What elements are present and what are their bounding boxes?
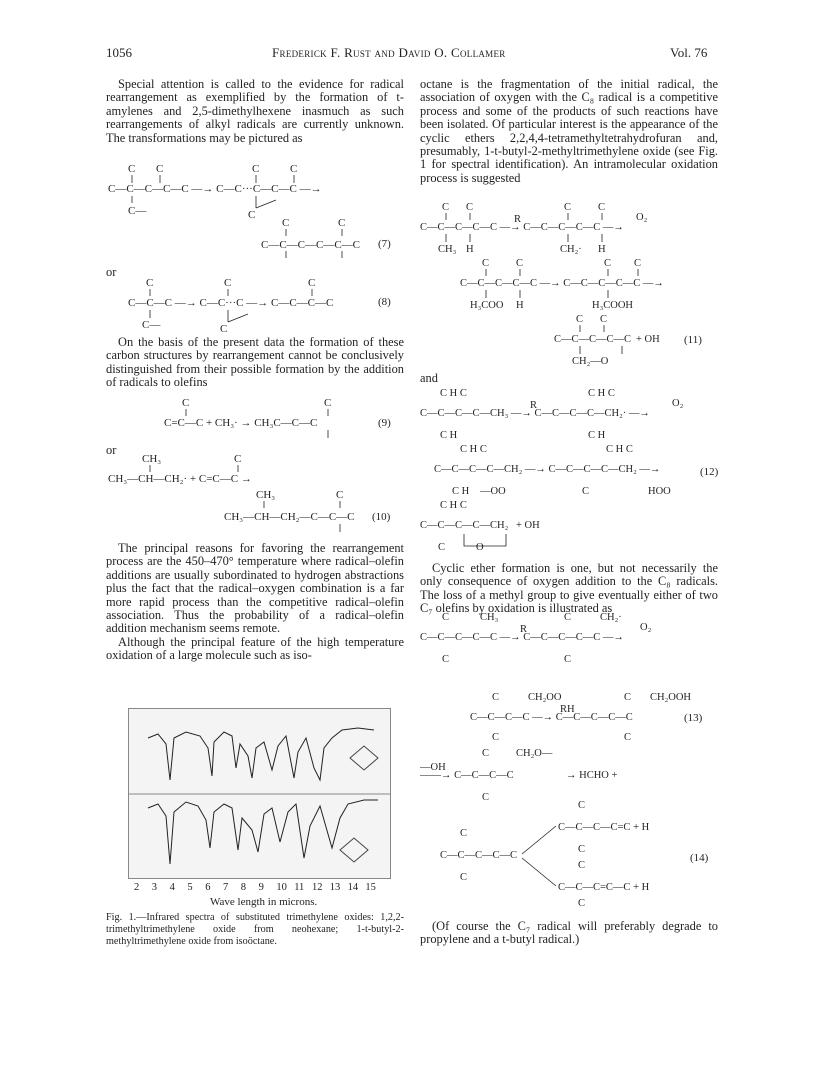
x-tick-label: 3 (151, 882, 158, 893)
svg-text:R: R (514, 214, 522, 225)
x-tick-label: 10 (276, 882, 287, 893)
svg-text:C—C—C—C—C: C—C—C—C—C (554, 334, 632, 345)
svg-text:C: C (564, 654, 572, 665)
svg-text:CH₃: CH₃ (256, 489, 276, 501)
svg-text:C: C (146, 277, 154, 289)
svg-text:C—C—C—C—CH₃ —→ C—C—C—C—CH₂· —→: C—C—C—C—CH₃ —→ C—C—C—C—CH₂· —→ (420, 408, 650, 419)
svg-text:C—C—C—C—CH₂: C—C—C—C—CH₂ (420, 520, 509, 531)
reaction-scheme-13 (420, 610, 720, 810)
right-paragraph-3: (Of course the C₇ radical will preferably degrade to propylene and a t-butyl radical.) (420, 919, 718, 947)
svg-text:O₂: O₂ (640, 622, 652, 633)
or-label-2: or (106, 443, 117, 457)
svg-text:C—C—C—C—C—C: C—C—C—C—C—C (261, 239, 361, 251)
x-tick-label: 9 (258, 882, 264, 893)
x-axis-ticks (128, 882, 392, 896)
svg-text:C: C (460, 828, 468, 839)
svg-text:C: C (156, 163, 164, 175)
svg-text:C: C (482, 258, 490, 269)
svg-text:C: C (624, 732, 632, 743)
svg-text:C: C (624, 692, 632, 703)
svg-text:C: C (252, 163, 260, 175)
svg-text:CH₂·: CH₂· (600, 612, 622, 623)
svg-text:C—C—C—C—C: C—C—C—C—C (440, 850, 518, 861)
svg-text:C—C—C—C=C + H: C—C—C—C=C + H (558, 822, 650, 833)
svg-text:C: C (598, 202, 606, 213)
svg-text:C: C (634, 258, 642, 269)
x-tick-label: 5 (187, 882, 193, 893)
svg-text:C=C—C + CH₃· → CH₃C—C—C: C=C—C + CH₃· → CH₃C—C—C (164, 417, 318, 429)
svg-text:C: C (282, 217, 290, 229)
svg-text:C: C (578, 860, 586, 871)
svg-text:O: O (476, 542, 484, 553)
svg-text:R: R (520, 624, 528, 635)
eq-number-10: (10) (372, 511, 391, 523)
svg-text:O₂: O₂ (672, 398, 684, 409)
or-label-1: or (106, 265, 117, 279)
svg-text:→ HCHO +: → HCHO + (566, 770, 618, 781)
svg-text:CH₂O—: CH₂O— (516, 748, 553, 759)
svg-text:+ OH: + OH (516, 520, 540, 531)
and-label: and (420, 371, 438, 385)
svg-text:C—C—C—C—C —→ C—C···C—C—C —→: C—C—C—C—C —→ C—C···C—C—C —→ (108, 183, 322, 195)
x-tick-label: 14 (347, 882, 359, 893)
svg-text:H: H (466, 244, 474, 255)
svg-text:—OH: —OH (420, 762, 446, 773)
svg-text:CH₃—CH—CH₂· + C=C—C →: CH₃—CH—CH₂· + C=C—C → (108, 473, 252, 485)
svg-text:CH₃: CH₃ (142, 453, 162, 465)
svg-text:CH₃: CH₃ (480, 612, 499, 623)
left-paragraph-3: The principal reasons for favoring the rearrangement process are the 450–470° temperature where radical–olefin additions are usually subordinated to hydrogen abstractions plus the fact that the radical–oxygen combination is a far more rapid process than the competitive radical–olefin association. Thus the probability of a radical–olefin addition mechanism seems remote. Although the principal feature of the high temperature oxidation of a large molecule such as iso- (106, 541, 404, 663)
svg-text:RH: RH (560, 704, 575, 715)
svg-text:C H C: C H C (606, 444, 633, 455)
svg-text:C—C—C —→ C—C···C —→ C—C—C—C: C—C—C —→ C—C···C —→ C—C—C—C (128, 297, 334, 309)
x-tick-label: 4 (169, 882, 175, 893)
eq-number-11: (11) (684, 334, 702, 346)
x-tick-label: 2 (134, 882, 140, 893)
svg-text:C—: C— (128, 205, 147, 217)
reaction-scheme-11 (420, 200, 720, 370)
x-tick-label: 15 (365, 882, 376, 893)
svg-text:C: C (578, 800, 586, 811)
svg-text:C H: C H (452, 486, 470, 497)
x-tick-label: 11 (294, 882, 305, 893)
svg-text:C: C (220, 323, 228, 335)
svg-text:C: C (516, 258, 524, 269)
svg-text:C: C (482, 748, 490, 759)
eq-number-8: (8) (378, 296, 391, 308)
svg-text:C: C (324, 397, 332, 409)
svg-text:C: C (564, 612, 572, 623)
svg-text:C: C (492, 732, 500, 743)
svg-text:O₂: O₂ (636, 212, 648, 223)
svg-text:C: C (182, 397, 190, 409)
svg-text:CH₂OOH: CH₂OOH (650, 692, 691, 703)
svg-text:C: C (600, 314, 608, 325)
svg-text:C: C (290, 163, 298, 175)
right-paragraph-1: octane is the fragmentation of the initial radical, the association of oxygen with the C₈ radical is a competitive process and some of the products of such reactions have been isolated. Of particular interest is the appearance of the cyclic ethers 2,2,4,4-tetramethyltetrahydrofuran and, presumably, 1-t-butyl-2-methyltrimethylene oxide (see Fig. 1 for spectral identification). An intramolecular oxidation process is suggested (420, 77, 718, 185)
eq-number-7: (7) (378, 238, 391, 250)
reaction-scheme-7 (106, 160, 406, 260)
svg-text:C: C (442, 654, 450, 665)
svg-text:CH₂·: CH₂· (560, 244, 582, 255)
svg-text:+ OH: + OH (636, 334, 660, 345)
svg-text:C: C (308, 277, 316, 289)
reaction-scheme-14 (440, 798, 730, 910)
svg-text:C: C (466, 202, 474, 213)
svg-text:HOO: HOO (648, 486, 671, 497)
svg-text:C: C (128, 163, 136, 175)
volume-label: Vol. 76 (670, 45, 708, 60)
svg-text:—OO: —OO (480, 486, 506, 497)
eq-number-13: (13) (684, 712, 703, 724)
right-paragraph-2: Cyclic ether formation is one, but not necessarily the only consequence of oxygen addition to the C₈ radicals. The loss of a methyl group to give eventually either of two C₇ olefins by oxidation is illustrated as (420, 561, 718, 616)
svg-text:C: C (604, 258, 612, 269)
svg-text:C: C (442, 612, 450, 623)
svg-text:C: C (492, 692, 500, 703)
reaction-scheme-12 (420, 386, 720, 561)
x-tick-label: 13 (329, 882, 341, 893)
x-tick-label: 12 (312, 882, 323, 893)
svg-text:C: C (442, 202, 450, 213)
svg-text:C: C (576, 314, 584, 325)
reaction-scheme-10 (106, 452, 396, 542)
svg-text:C—C—C—C—C —→ C—C—C—C—C —→: C—C—C—C—C —→ C—C—C—C—C —→ (420, 632, 624, 643)
svg-text:CH₃: CH₃ (438, 244, 457, 255)
svg-text:H₃COO: H₃COO (470, 300, 504, 311)
svg-text:C: C (482, 792, 490, 803)
svg-text:C: C (564, 202, 572, 213)
left-paragraph-2: On the basis of the present data the formation of these carbon structures by rearrangement cannot be conclusively distinguished from their possible formation by the addition of radicals to olefins (106, 335, 404, 390)
svg-text:CH₃—CH—CH₂—C—C—C: CH₃—CH—CH₂—C—C—C (224, 511, 355, 523)
x-axis-label: Wave length in microns. (210, 896, 318, 908)
ir-spectra-figure (128, 708, 392, 880)
svg-text:C H C: C H C (460, 444, 487, 455)
svg-text:C: C (224, 277, 232, 289)
x-tick-label: 8 (240, 882, 247, 893)
svg-text:——→ C—C—C—C: ——→ C—C—C—C (420, 770, 514, 781)
figure-caption: Fig. 1.—Infrared spectra of substituted trimethylene oxides: 1,2,2-trimethyltrimethylene oxide from neohexane; 1-t-butyl-2-methyltrimethylene oxide from isoöctane. (106, 912, 404, 947)
svg-text:C: C (460, 872, 468, 883)
svg-text:C—C—C=C—C + H: C—C—C=C—C + H (558, 882, 650, 893)
page-number: 1056 (106, 45, 132, 60)
svg-text:R: R (530, 400, 538, 411)
svg-text:C H: C H (440, 430, 458, 441)
svg-text:C: C (438, 542, 446, 553)
left-paragraph-1: Special attention is called to the evidence for radical rearrangement as exemplified by the formation of t-amylenes and 2,5-dimethylhexene inasmuch as such rearrangements of alkyl radicals are currently unknown. The transformations may be pictured as (106, 77, 404, 145)
svg-text:C H C: C H C (440, 388, 467, 399)
svg-text:C: C (338, 217, 346, 229)
svg-text:C—C—C—C—C —→ C—C—C—C—C —→: C—C—C—C—C —→ C—C—C—C—C —→ (420, 222, 624, 233)
running-head-authors: Frederick F. Rust and David O. Collamer (272, 45, 506, 60)
svg-text:CH₂—O: CH₂—O (572, 356, 609, 367)
eq-number-14: (14) (690, 852, 709, 864)
svg-text:C: C (582, 486, 590, 497)
reaction-scheme-9 (150, 396, 370, 442)
svg-text:C: C (234, 453, 242, 465)
x-tick-label: 7 (223, 882, 229, 893)
eq-number-12: (12) (700, 466, 719, 478)
svg-text:C—C—C—C—CH₂ —→ C—C—C—C—CH₂ —→: C—C—C—C—CH₂ —→ C—C—C—C—CH₂ —→ (434, 464, 661, 475)
reaction-scheme-8 (106, 276, 406, 336)
eq-number-9: (9) (378, 417, 391, 429)
svg-text:C: C (578, 898, 586, 909)
svg-text:C: C (248, 209, 256, 221)
svg-text:H: H (598, 244, 606, 255)
x-tick-label: 6 (205, 882, 211, 893)
svg-text:H₃COOH: H₃COOH (592, 300, 633, 311)
svg-text:H: H (516, 300, 524, 311)
svg-text:C H C: C H C (588, 388, 615, 399)
svg-text:C—C—C—C—C —→ C—C—C—C—C —→: C—C—C—C—C —→ C—C—C—C—C —→ (460, 278, 664, 289)
svg-text:C—: C— (142, 319, 161, 331)
svg-text:C H C: C H C (440, 500, 467, 511)
svg-text:C—C—C—C —→ C—C—C—C—C: C—C—C—C —→ C—C—C—C—C (470, 712, 633, 723)
svg-text:C H: C H (588, 430, 606, 441)
svg-text:CH₂OO: CH₂OO (528, 692, 562, 703)
svg-text:C: C (578, 844, 586, 855)
svg-text:C: C (336, 489, 344, 501)
